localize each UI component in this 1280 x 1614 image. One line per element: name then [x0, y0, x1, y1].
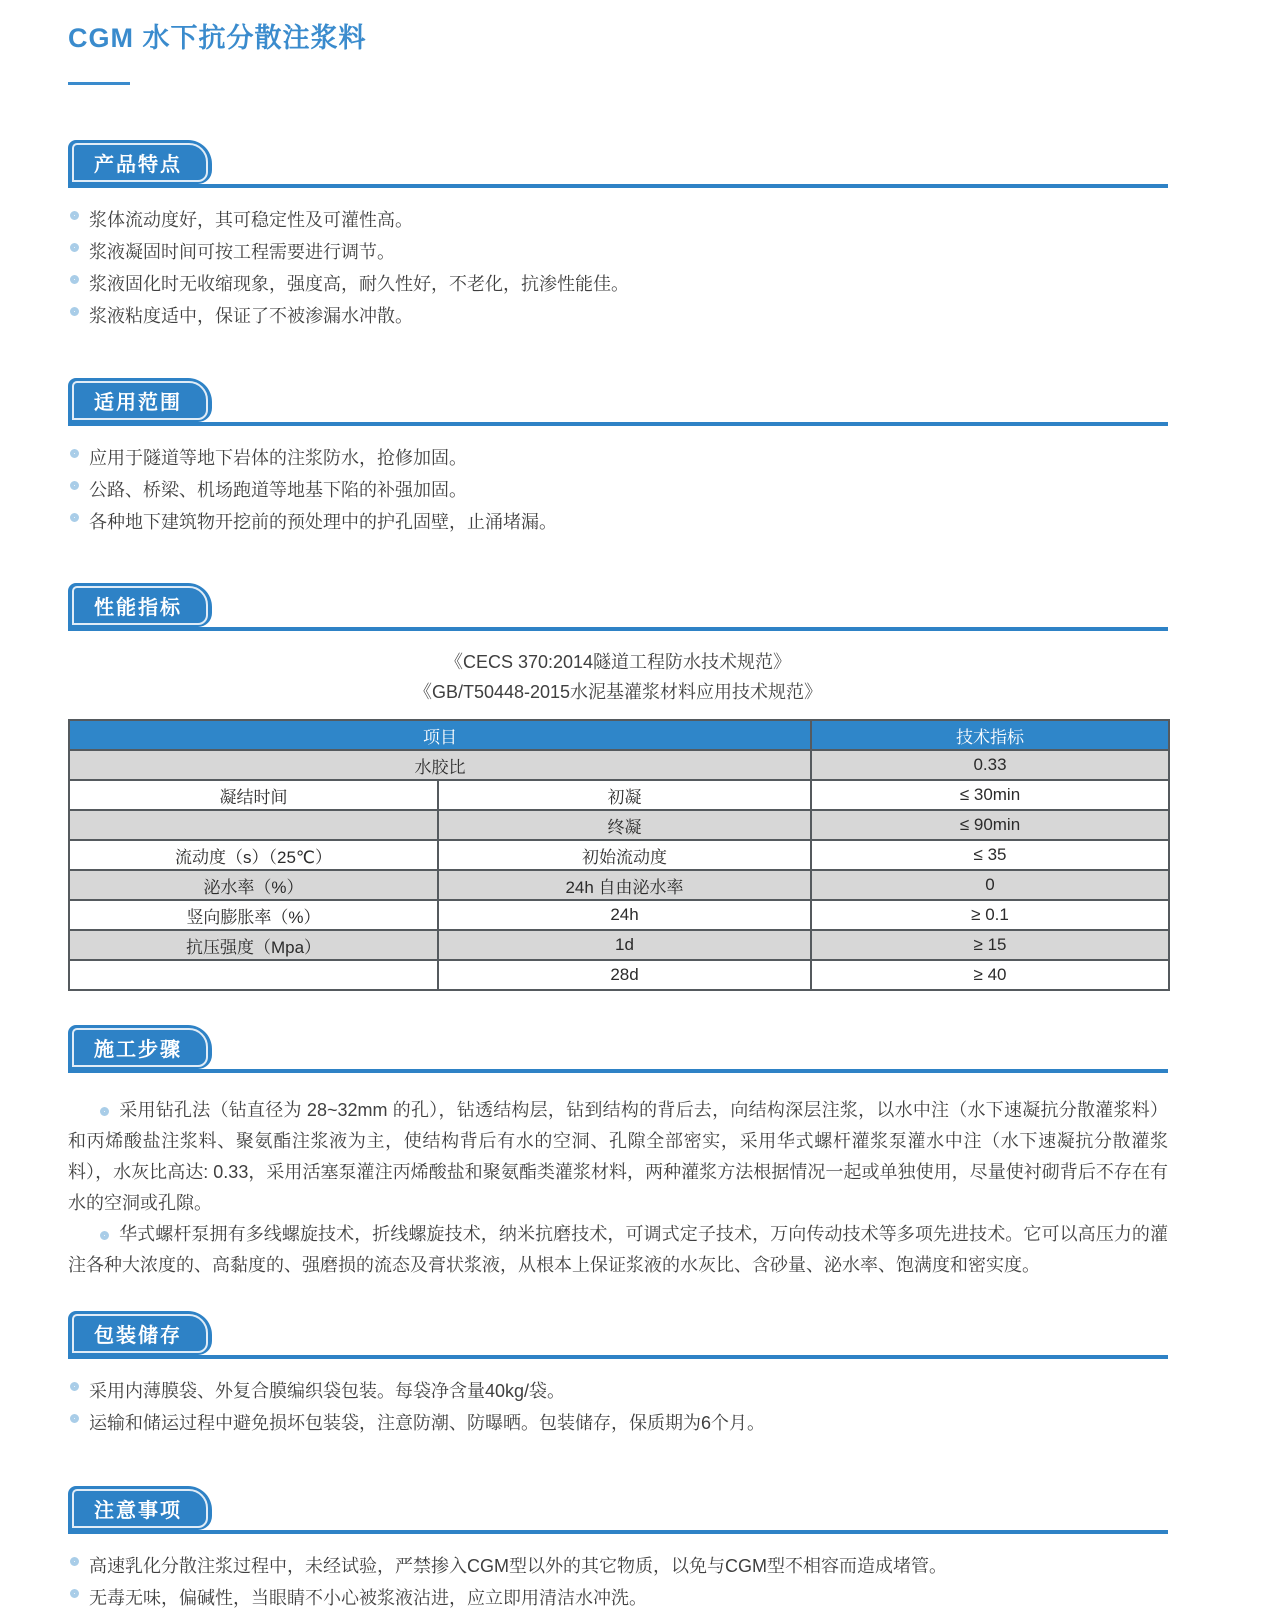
section-header [68, 140, 1168, 188]
section-header [68, 1311, 1168, 1359]
table-cell [69, 810, 438, 840]
list-item-text: 浆液固化时无收缩现象，强度高，耐久性好，不老化，抗渗性能佳。 [89, 274, 629, 294]
col-header-index: 技术指标 [811, 720, 1169, 750]
list-item-text: 采用内薄膜袋、外复合膜编织袋包装。每袋净含量40kg/袋。 [89, 1381, 566, 1401]
scope-list [68, 442, 1168, 538]
table-cell: 抗压强度（Mpa） [69, 930, 438, 960]
features-list [68, 204, 1168, 332]
table-cell: ≥ 0.1 [811, 900, 1169, 930]
table-cell: 24h [438, 900, 811, 930]
standards-references [68, 647, 1168, 707]
list-item-text: 高速乳化分散注浆过程中，未经试验，严禁掺入CGM型以外的其它物质，以免与CGM型不相容而造成堵管。 [89, 1556, 947, 1576]
table-cell: ≤ 35 [811, 840, 1169, 870]
list-item-text: 运输和储运过程中避免损坏包装袋，注意防潮、防曝晒。包装储存，保质期为6个月。 [89, 1413, 766, 1433]
section-badge-packaging: 包装储存 [68, 1311, 212, 1355]
table-row [69, 900, 1169, 930]
bullet-ring-icon [70, 307, 79, 316]
list-item [68, 300, 1168, 332]
table-row [69, 870, 1169, 900]
table-row [69, 780, 1169, 810]
table-cell: 竖向膨胀率（%） [69, 900, 438, 930]
section-badge-features: 产品特点 [68, 140, 212, 184]
section-notes [68, 1486, 1168, 1614]
list-item [68, 1582, 1168, 1614]
table-cell: 24h 自由泌水率 [438, 870, 811, 900]
table-cell: 水胶比 [69, 750, 811, 780]
table-cell: 0.33 [811, 750, 1169, 780]
list-item [68, 204, 1168, 236]
table-cell: ≥ 40 [811, 960, 1169, 990]
table-cell: 28d [438, 960, 811, 990]
bullet-ring-icon [70, 1557, 79, 1566]
section-scope [68, 378, 1168, 538]
bullet-ring-icon [70, 1414, 79, 1423]
standard-reference: 《GB/T50448-2015水泥基灌浆材料应用技术规范》 [413, 682, 823, 702]
section-features [68, 140, 1168, 332]
list-item [68, 506, 1168, 538]
list-item [68, 1375, 1168, 1407]
section-header [68, 1486, 1168, 1534]
bullet-ring-icon [70, 449, 79, 458]
bullet-ring-icon [70, 481, 79, 490]
section-performance [68, 583, 1168, 991]
table-cell: 流动度（s）（25℃） [69, 840, 438, 870]
bullet-ring-icon [70, 513, 79, 522]
table-row [69, 750, 1169, 780]
list-item [68, 236, 1168, 268]
list-item-text: 应用于隧道等地下岩体的注浆防水，抢修加固。 [89, 448, 467, 468]
table-row [69, 960, 1169, 990]
page-title: CGM 水下抗分散注浆料 [68, 23, 367, 53]
table-row [69, 810, 1169, 840]
table-cell: 初始流动度 [438, 840, 811, 870]
section-header [68, 1025, 1168, 1073]
table-header-row [69, 720, 1169, 750]
section-header [68, 583, 1168, 631]
table-cell: 1d [438, 930, 811, 960]
list-item [68, 1550, 1168, 1582]
list-item [68, 268, 1168, 300]
title-underline [68, 82, 130, 85]
section-packaging [68, 1311, 1168, 1439]
bullet-ring-icon [70, 275, 79, 284]
table-row [69, 930, 1169, 960]
bullet-ring-icon [100, 1107, 109, 1116]
table-cell: ≤ 30min [811, 780, 1169, 810]
table-cell: 凝结时间 [69, 780, 438, 810]
bullet-ring-icon [70, 243, 79, 252]
table-cell [69, 960, 438, 990]
table-cell: 0 [811, 870, 1169, 900]
list-item [68, 1407, 1168, 1439]
table-row [69, 840, 1169, 870]
table-cell: ≤ 90min [811, 810, 1169, 840]
section-badge-performance: 性能指标 [68, 583, 212, 627]
section-badge-construction: 施工步骤 [68, 1025, 212, 1069]
bullet-ring-icon [70, 1382, 79, 1391]
list-item-text: 各种地下建筑物开挖前的预处理中的护孔固壁，止涌堵漏。 [89, 512, 557, 532]
col-header-item: 项目 [69, 720, 811, 750]
list-item-text: 浆体流动度好，其可稳定性及可灌性高。 [89, 210, 413, 230]
construction-paragraphs [68, 1095, 1168, 1281]
section-badge-notes: 注意事项 [68, 1486, 212, 1530]
notes-list [68, 1550, 1168, 1614]
list-item-text: 无毒无味，偏碱性，当眼睛不小心被浆液沾进，应立即用清洁水冲洗。 [89, 1588, 647, 1608]
standard-reference: 《CECS 370:2014隧道工程防水技术规范》 [444, 652, 792, 672]
performance-table [68, 719, 1170, 991]
table-cell: 终凝 [438, 810, 811, 840]
paragraph [68, 1219, 1168, 1281]
list-item [68, 442, 1168, 474]
list-item-text: 浆液凝固时间可按工程需要进行调节。 [89, 242, 395, 262]
table-cell: 初凝 [438, 780, 811, 810]
paragraph [68, 1095, 1168, 1219]
paragraph-text: 华式螺杆泵拥有多线螺旋技术，折线螺旋技术，纳米抗磨技术，可调式定子技术，万向传动技术等多项先进技术。它可以高压力的灌注各种大浓度的、高黏度的、强磨损的流态及膏状浆液，从根本上保证浆液的水灰比、含砂量、泌水率、饱满度和密实度。 [68, 1224, 1168, 1275]
bullet-ring-icon [70, 1589, 79, 1598]
list-item [68, 474, 1168, 506]
section-header [68, 378, 1168, 426]
list-item-text: 浆液粘度适中，保证了不被渗漏水冲散。 [89, 306, 413, 326]
table-cell: ≥ 15 [811, 930, 1169, 960]
section-badge-scope: 适用范围 [68, 378, 212, 422]
list-item-text: 公路、桥梁、机场跑道等地基下陷的补强加固。 [89, 480, 467, 500]
bullet-ring-icon [70, 211, 79, 220]
table-cell: 泌水率（%） [69, 870, 438, 900]
paragraph-text: 采用钻孔法（钻直径为 28~32mm 的孔），钻透结构层，钻到结构的背后去，向结构深层注浆，以水中注（水下速凝抗分散灌浆料）和丙烯酸盐注浆料、聚氨酯注浆液为主，使结构背后有水的空洞、孔隙全部密实，采用华式螺杆灌浆泵灌水中注（水下速凝抗分散灌浆料），水灰比高达: 0.33，采用活塞泵灌注丙烯酸盐和聚氨酯类灌浆材料，两种灌浆方法根据情况一起或单独使用，尽量使衬砌背后不存在有水的空洞或孔隙。 [68, 1100, 1168, 1213]
packaging-list [68, 1375, 1168, 1439]
section-construction [68, 1025, 1168, 1281]
bullet-ring-icon [100, 1231, 109, 1240]
